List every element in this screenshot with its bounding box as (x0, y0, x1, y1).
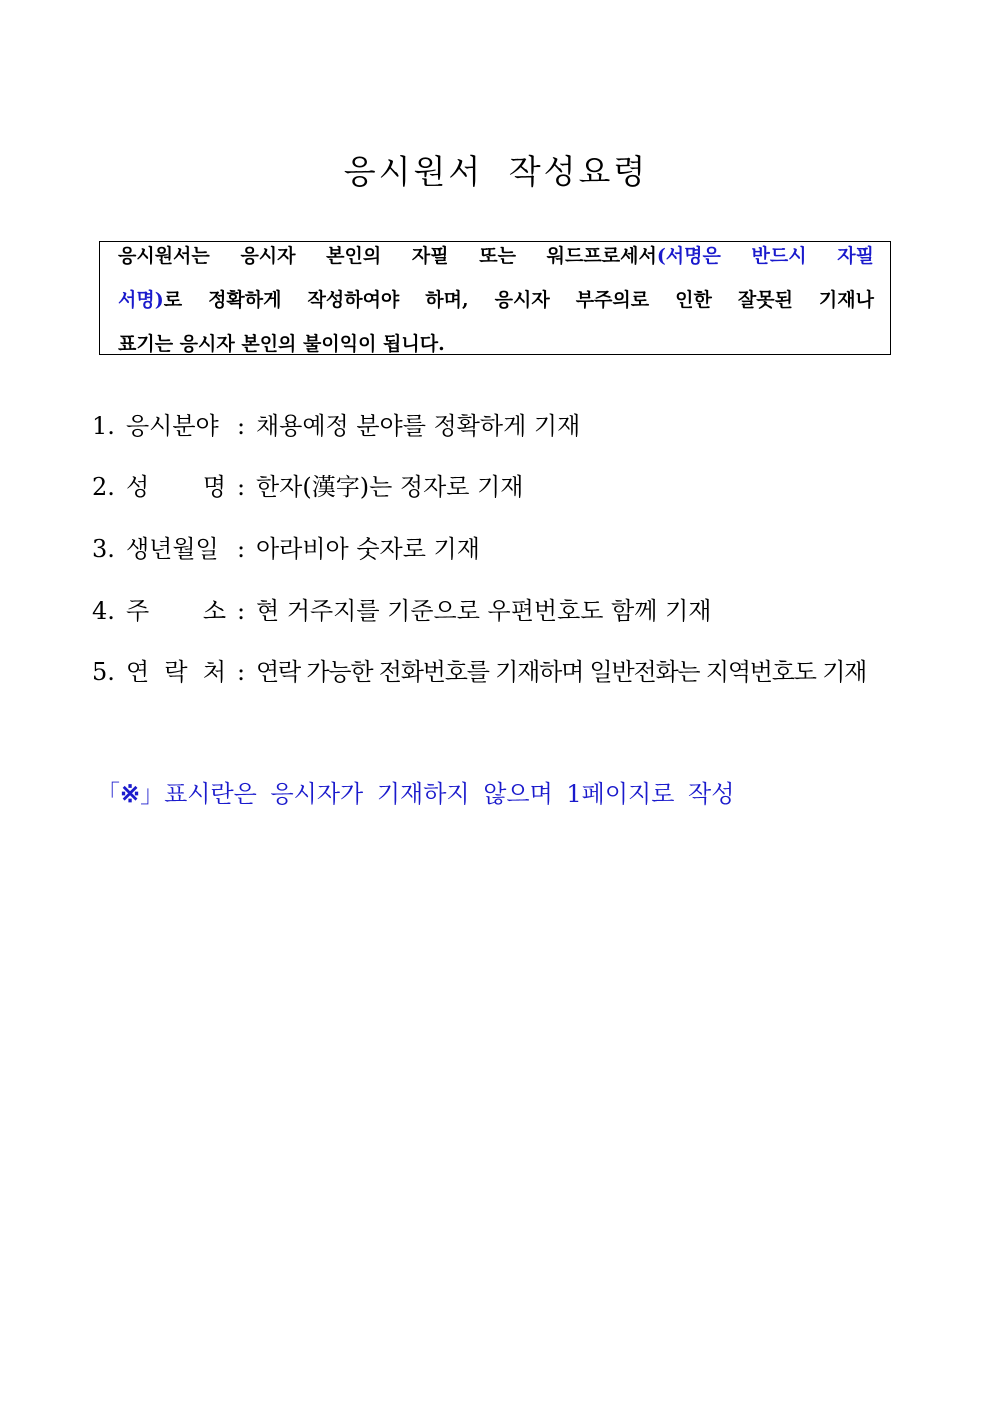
item-description: 현 거주지를 기준으로 우편번호도 함께 기재 (256, 597, 712, 625)
notice-line-3: 표기는 응시자 본인의 불이익이 됩니다. (118, 333, 445, 355)
item-description: 아라비아 숫자로 기재 (256, 535, 480, 563)
item-description: 연락 가능한 전화번호를 기재하며 일반전화는 지역번호도 기재 (256, 658, 867, 686)
item-colon: : (236, 597, 246, 625)
item-label: 연 락 처 (126, 658, 226, 686)
item-number: 5. (92, 658, 115, 686)
list-item-contact (92, 655, 866, 689)
page-title: 응시원서 작성요령 (343, 152, 649, 191)
item-label: 주 소 (126, 597, 226, 625)
item-description: 한자(漢字)는 정자로 기재 (256, 473, 524, 501)
footer-note (96, 777, 734, 811)
item-label: 성 명 (126, 473, 226, 501)
reference-mark-icon: ※ (120, 779, 141, 808)
list-item-field (92, 409, 580, 443)
item-colon: : (236, 658, 246, 686)
item-colon: : (236, 412, 246, 440)
item-number: 1. (92, 412, 115, 440)
item-label: 응시분야 (126, 412, 219, 440)
bracket-open: 「 (96, 780, 120, 808)
notice-box (99, 241, 891, 355)
item-description: 채용예정 분야를 정확하게 기재 (256, 412, 581, 440)
notice-line-2 (118, 289, 874, 311)
footer-text: 표시란은 응시자가 기재하지 않으며 1페이지로 작성 (164, 780, 735, 808)
list-item-name (92, 470, 523, 504)
bracket-close: 」 (140, 780, 165, 808)
item-label: 생년월일 (126, 535, 219, 563)
notice-text: 로 정확하게 작성하여야 하며, 응시자 부주의로 인한 잘못된 기재나 (163, 289, 874, 311)
notice-signature-note-end: 서명) (118, 289, 164, 311)
notice-signature-note: (서명은 반드시 자필 (656, 245, 874, 267)
item-number: 2. (92, 473, 115, 501)
notice-line-1 (118, 245, 874, 267)
item-number: 4. (92, 597, 115, 625)
list-item-birthdate (92, 532, 480, 566)
item-colon: : (236, 535, 246, 563)
item-colon: : (236, 473, 246, 501)
list-item-address (92, 594, 711, 628)
notice-text: 응시원서는 응시자 본인의 자필 또는 워드프로세서 (118, 245, 657, 267)
item-number: 3. (92, 535, 115, 563)
